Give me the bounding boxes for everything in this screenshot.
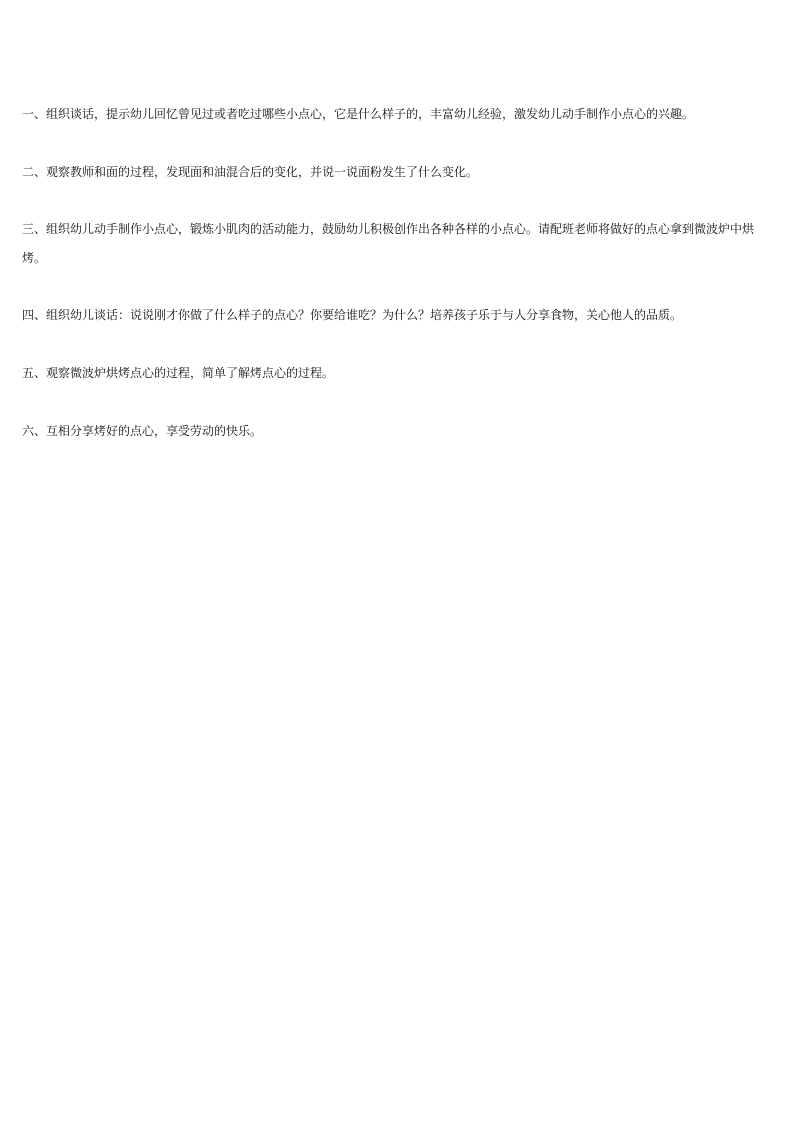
paragraph-5: 五、观察微波炉烘烤点心的过程，简单了解烤点心的过程。 [22, 366, 335, 380]
paragraph-2: 二、观察教师和面的过程，发现面和油混合后的变化，并说一说面粉发生了什么变化。 [22, 165, 479, 179]
paragraph-4: 四、组织幼儿谈话：说说刚才你做了什么样子的点心？你要给谁吃？为什么？培养孩子乐于与人分享食物，关心他人的品质。 [22, 308, 683, 322]
paragraph-1: 一、组织谈话，提示幼儿回忆曾见过或者吃过哪些小点心，它是什么样子的，丰富幼儿经验，激发幼儿动手制作小点心的兴趣。 [22, 107, 695, 121]
paragraph-6: 六、互相分享烤好的点心，享受劳动的快乐。 [22, 424, 263, 438]
paragraph-3: 三、组织幼儿动手制作小点心，锻炼小肌肉的活动能力，鼓励幼儿积极创作出各种各样的小点心。请配班老师将做好的点心拿到微波炉中烘烤。 [22, 222, 755, 265]
